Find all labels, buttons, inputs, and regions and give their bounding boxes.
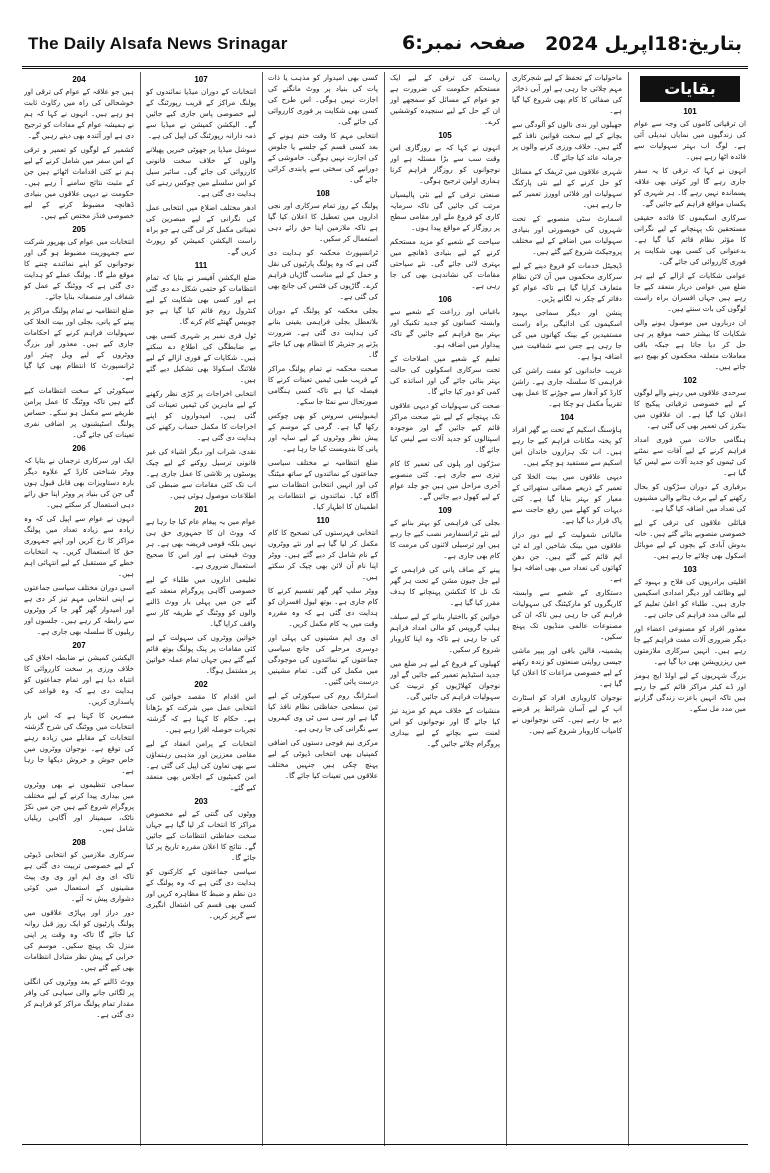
paragraph: مبصرین کا کہنا ہے کہ اس بار انتخابات میں ووٹنگ کی شرح گزشتہ انتخابات کے مقابلے میں زیادہ رہنے کی توقع ہے۔ نوجوان ووٹروں میں خاص جوش و خروش دیکھا جا رہا ہے۔ bbox=[24, 711, 134, 775]
paragraph: عوامی شکایات کے ازالے کے لیے ہر ضلع میں عوامی دربار منعقد کیے جا رہے ہیں جہاں افسران براہ راست لوگوں کی بات سنتے ہیں۔ bbox=[634, 271, 746, 313]
paragraph: سیاحت کے شعبے کو مزید مستحکم کرنے کے لیے بنیادی ڈھانچے میں بہتری لائی جائے گی۔ نئے سیاحتی مقامات کی نشاندہی بھی کی جا رہی ہے۔ bbox=[390, 237, 500, 290]
paragraph: ہیں جو علاقہ کے عوام کی ترقی اور خوشحالی کی راہ میں رکاوٹ ثابت ہو رہے ہیں۔ انہوں نے کہا کہ ہم نے ہمیشہ عوام کے مفادات کو ترجیح دی ہے اور آئندہ بھی دیتے رہیں گے۔ bbox=[24, 87, 134, 140]
paragraph: انتخابی فہرستوں کی تصحیح کا کام مکمل کر لیا گیا ہے اور نئے ووٹروں کے نام شامل کر دیے گئے ہیں۔ ووٹر اپنا نام آن لائن بھی چیک کر سکتے ہیں۔ bbox=[268, 528, 378, 581]
paragraph: پنشن اور دیگر سماجی بہبود اسکیموں کی ادائیگی براہ راست مستفیدین کے بینک کھاتوں میں کی جا رہی ہے جس سے شفافیت میں اضافہ ہوا ہے۔ bbox=[512, 308, 622, 361]
section-heading: بقایات bbox=[640, 76, 740, 102]
section-number: 105 bbox=[438, 131, 452, 140]
section-number: 207 bbox=[72, 641, 86, 650]
paragraph: کسی بھی امیدوار کو مذہب یا ذات پات کی بنیاد پر ووٹ مانگنے کی اجازت نہیں ہوگی۔ اس طرح کی کسی بھی شکایت پر فوری کارروائی کی جائے گی۔ bbox=[268, 73, 378, 126]
section-number: 109 bbox=[438, 506, 452, 515]
paragraph: اقلیتی برادریوں کی فلاح و بہبود کے لیے وظائف اور دیگر امدادی اسکیمیں جاری ہیں۔ طلباء کو اعلیٰ تعلیم کے لیے مالی مدد فراہم کی جاتی ہے۔ bbox=[634, 577, 746, 619]
paragraph: قبائلی علاقوں کی ترقی کے لیے خصوصی منصوبے بنائے گئے ہیں۔ خانہ بدوش آبادی کے بچوں کے لیے موبائل اسکول بھی چلائے جا رہے ہیں۔ bbox=[634, 518, 746, 560]
column-3 bbox=[268, 72, 378, 1146]
paragraph: دستکاری کے شعبے سے وابستہ کاریگروں کو مارکیٹنگ کی سہولیات فراہم کی جا رہی ہیں تاکہ ان کی مصنوعات عالمی منڈیوں تک پہنچ سکیں۔ bbox=[512, 588, 622, 641]
article-columns bbox=[22, 72, 748, 1146]
paragraph: انتخابات کے دوران میڈیا نمائندوں کو پولنگ مراکز کے قریب رپورٹنگ کے لیے خصوصی پاس جاری کیے جائیں گے۔ الیکشن کمیشن نے میڈیا سے ذمہ دارانہ رپورٹنگ کی اپیل کی ہے۔ bbox=[146, 87, 256, 140]
paragraph: منشیات کے خلاف مہم کو مزید تیز کیا جائے گا اور نوجوانوں کو اس لعنت سے بچانے کے لیے بیداری پروگرام چلائے جائیں گے۔ bbox=[390, 706, 500, 748]
paragraph: ضلع انتظامیہ نے مختلف سیاسی جماعتوں کے نمائندوں کے ساتھ میٹنگ کی اور انہیں انتخابی انتظامات سے آگاہ کیا۔ نمائندوں نے انتظامات پر اطمینان کا اظہار کیا۔ bbox=[268, 458, 378, 511]
column-5 bbox=[512, 72, 622, 1146]
section-number: 203 bbox=[194, 797, 208, 806]
paragraph: نقدی، شراب اور دیگر اشیاء کی غیر قانونی ترسیل روکنے کے لیے چیک پوسٹوں پر تلاشی کا عمل جاری ہے۔ اب تک کئی مقامات سے ضبطی کی اطلاعات موصول ہوئی ہیں۔ bbox=[146, 447, 256, 500]
paragraph: معذور افراد کو مصنوعی اعضاء اور دیگر ضروری آلات مفت فراہم کیے جا رہے ہیں۔ انہیں سرکاری ملازمتوں میں ریزرویشن بھی دیا گیا ہے۔ bbox=[634, 624, 746, 666]
paragraph: بزرگ شہریوں کے لیے اولڈ ایج ہومز اور ڈے کیئر مراکز قائم کیے جا رہے ہیں تاکہ انہیں باعزت زندگی گزارنے میں مدد مل سکے۔ bbox=[634, 671, 746, 713]
paragraph: خواتین کو بااختیار بنانے کے لیے سیلف ہیلپ گروپس کو مالی امداد فراہم کی جا رہی ہے تاکہ وہ اپنا کاروبار شروع کر سکیں۔ bbox=[390, 612, 500, 654]
paragraph: صحت کی سہولیات کو دیہی علاقوں تک پہنچانے کے لیے نئے صحت مراکز قائم کیے جائیں گے اور موجودہ اسپتالوں کو جدید آلات سے لیس کیا جائے گا۔ bbox=[390, 401, 500, 454]
paragraph: انتخابات میں عوام کی بھرپور شرکت سے جمہوریت مضبوط ہو گی اور نوجوانوں کو اپنے نمائندے چننے کا موقع ملے گا۔ پولنگ عملے کو ہدایت دی گئی ہے کہ ووٹنگ کے عمل کو شفاف اور منصفانہ بنایا جائے۔ bbox=[24, 237, 134, 301]
paragraph: پینے کے صاف پانی کی فراہمی کے لیے جل جیون مشن کے تحت ہر گھر تک نل کا کنکشن پہنچانے کا ہدف مقرر کیا گیا ہے۔ bbox=[390, 565, 500, 607]
paragraph: ووٹر سلپ گھر گھر تقسیم کرنے کا کام جاری ہے۔ بوتھ لیول افسران کو ہدایت دی گئی ہے کہ وہ مقررہ وقت میں یہ کام مکمل کریں۔ bbox=[268, 586, 378, 628]
newspaper-page bbox=[22, 28, 748, 1146]
section-number: 106 bbox=[438, 295, 452, 304]
paragraph: کھیلوں کے فروغ کے لیے ہر ضلع میں جدید اسٹیڈیم تعمیر کیے جائیں گے اور نوجوان کھلاڑیوں کو تربیت کی سہولیات فراہم کی جائیں گی۔ bbox=[390, 659, 500, 701]
paragraph: نوجوان کاروباری افراد کو اسٹارٹ اپ کے لیے آسان شرائط پر قرضے دیے جا رہے ہیں۔ کئی نوجوانوں نے کامیاب کاروبار شروع کیے ہیں۔ bbox=[512, 693, 622, 735]
column-divider bbox=[506, 72, 507, 1146]
paragraph: سڑکوں اور پلوں کی تعمیر کا کام تیزی سے جاری ہے۔ کئی منصوبے آخری مراحل میں ہیں جو جلد عوام کے لیے کھول دیے جائیں گے۔ bbox=[390, 459, 500, 501]
section-number: 201 bbox=[194, 505, 208, 514]
paragraph: مالیاتی شمولیت کے لیے دور دراز علاقوں میں بینک شاخیں اور اے ٹی ایم قائم کیے گئے ہیں۔ جن دھن کھاتوں کی تعداد میں بھی اضافہ ہوا ہے۔ bbox=[512, 530, 622, 583]
column-divider bbox=[140, 72, 141, 1146]
column-1 bbox=[24, 72, 134, 1146]
section-number: 204 bbox=[72, 75, 86, 84]
paragraph: ووٹ ڈالنے کے بعد ووٹروں کی انگلی پر لگائی جانے والی سیاہی کی وافر مقدار تمام پولنگ مراکز کو فراہم کر دی گئی ہے۔ bbox=[24, 977, 134, 1019]
paragraph: باغبانی اور زراعت کے شعبے سے وابستہ کسانوں کو جدید تکنیک اور بہتر بیج فراہم کیے جائیں گے تاکہ پیداوار میں اضافہ ہو۔ bbox=[390, 307, 500, 349]
paragraph: ٹول فری نمبر پر شہری کسی بھی بے ضابطگی کی اطلاع دے سکتے ہیں۔ شکایات کے فوری ازالے کے لیے فلائنگ اسکواڈ بھی تشکیل دیے گئے ہیں۔ bbox=[146, 331, 256, 384]
paragraph: پولنگ کے روز تمام سرکاری اور نجی اداروں میں تعطیل کا اعلان کیا گیا ہے تاکہ ملازمین اپنا حق رائے دہی استعمال کر سکیں۔ bbox=[268, 201, 378, 243]
paragraph: سماجی تنظیموں نے بھی ووٹروں میں بیداری پیدا کرنے کے لیے مختلف پروگرام شروع کیے ہیں جن میں نکڑ ناٹک، سیمینار اور آگاہی ریلیاں شامل ہیں۔ bbox=[24, 780, 134, 833]
paragraph: بجلی کی فراہمی کو بہتر بنانے کے لیے نئے ٹرانسفارمر نصب کیے جا رہے ہیں اور ترسیلی لائنوں کی مرمت کا کام بھی جاری ہے۔ bbox=[390, 518, 500, 560]
section-number: 102 bbox=[683, 376, 697, 385]
newspaper-title: The Daily Alsafa News Srinagar bbox=[28, 34, 288, 53]
paragraph: انتخابی مہم کا وقت ختم ہونے کے بعد کسی قسم کے جلسے یا جلوس کی اجازت نہیں ہوگی۔ خاموشی کے دورانیے کی سختی سے پابندی کرائی جائے گی۔ bbox=[268, 131, 378, 184]
paragraph: صحت محکمہ نے تمام پولنگ مراکز کے قریب طبی ٹیمیں تعینات کرنے کا فیصلہ کیا ہے تاکہ کسی ہنگامی صورتحال سے نمٹا جا سکے۔ bbox=[268, 364, 378, 406]
paragraph: ایک اور سرکاری ترجمان نے بتایا کہ ووٹر شناختی کارڈ کے علاوہ دیگر بارہ دستاویزات بھی قابل قبول ہوں گی جن کی بنیاد پر ووٹر اپنا حق رائے دہی استعمال کر سکتے ہیں۔ bbox=[24, 456, 134, 509]
paragraph: بجلی محکمہ کو پولنگ کے دوران بلاتعطل بجلی فراہمی یقینی بنانے کی ہدایت دی گئی ہے۔ ضرورت پڑنے پر جنریٹر کا انتظام بھی کیا جائے گا۔ bbox=[268, 306, 378, 359]
column-2 bbox=[146, 72, 256, 1146]
paragraph: خواتین ووٹروں کی سہولت کے لیے کئی مقامات پر پنک پولنگ بوتھ قائم کیے گئے ہیں جہاں تمام عملہ خواتین پر مشتمل ہوگا۔ bbox=[146, 633, 256, 675]
paragraph: ان درباروں میں موصول ہونے والی شکایات کا بیشتر حصہ موقع پر ہی حل کر دیا جاتا ہے جبکہ باقی معاملات متعلقہ محکموں کو بھیج دیے جاتے ہیں۔ bbox=[634, 318, 746, 371]
paragraph: غریب خاندانوں کو مفت راشن کی فراہمی کا سلسلہ جاری ہے۔ راشن کارڈ کو آدھار سے جوڑنے کا عمل بھی تقریباً مکمل ہو چکا ہے۔ bbox=[512, 366, 622, 408]
section-number: 104 bbox=[560, 413, 574, 422]
paragraph: اسٹرانگ روم کی سیکورٹی کے لیے تین سطحی حفاظتی نظام نافذ کیا گیا ہے اور سی سی ٹی وی کیمروں سے نگرانی کی جا رہی ہے۔ bbox=[268, 691, 378, 733]
paragraph: جھیلوں اور ندی نالوں کو آلودگی سے بچانے کے لیے سخت قوانین نافذ کیے گئے ہیں۔ خلاف ورزی کرنے والوں پر جرمانہ عائد کیا جائے گا۔ bbox=[512, 120, 622, 162]
paragraph: ماحولیات کے تحفظ کے لیے شجرکاری مہم چلائی جا رہی ہے اور آبی ذخائر کی صفائی کا کام بھی شروع کیا گیا ہے۔ bbox=[512, 73, 622, 115]
paragraph: الیکشن کمیشن نے ضابطہ اخلاق کی خلاف ورزی پر سخت کارروائی کا انتباہ دیا ہے اور تمام جماعتوں کو ہدایت دی ہے کہ وہ قواعد کی پاسداری کریں۔ bbox=[24, 653, 134, 706]
paragraph: سرحدی علاقوں میں رہنے والے لوگوں کے لیے خصوصی ترقیاتی پیکیج کا اعلان کیا گیا ہے۔ ان علاقوں میں بنکرز کی تعمیر بھی کی گئی ہے۔ bbox=[634, 388, 746, 430]
paragraph: سوشل میڈیا پر جھوٹی خبریں پھیلانے والوں کے خلاف سخت قانونی کارروائی کی جائے گی۔ سائبر سیل کو اس سلسلے میں چوکس رہنے کی ہدایت دی گئی ہے۔ bbox=[146, 145, 256, 198]
section-number: 206 bbox=[72, 444, 86, 453]
section-number: 108 bbox=[316, 189, 330, 198]
paragraph: انہوں نے کہا کہ بے روزگاری اس وقت سب سے بڑا مسئلہ ہے اور نوجوانوں کو روزگار فراہم کرنا ہماری اولین ترجیح ہوگی۔ bbox=[390, 143, 500, 185]
section-number: 101 bbox=[683, 107, 697, 116]
paragraph: سیاسی جماعتوں کے کارکنوں کو ہدایت دی گئی ہے کہ وہ پولنگ کے دن نظم و ضبط کا مظاہرہ کریں اور کسی بھی قسم کی اشتعال انگیزی سے گریز کریں۔ bbox=[146, 867, 256, 920]
paragraph: اسمارٹ سٹی منصوبے کے تحت شہروں کی خوبصورتی اور بنیادی سہولیات میں اضافے کے لیے مختلف پروجیکٹ شروع کیے گئے ہیں۔ bbox=[512, 214, 622, 256]
paragraph: ای وی ایم مشینوں کی پہلی اور دوسری مرحلے کی جانچ سیاسی جماعتوں کے نمائندوں کی موجودگی میں مکمل کی گئی۔ تمام مشینیں درست پائی گئیں۔ bbox=[268, 633, 378, 686]
paragraph: ان ترقیاتی کاموں کی وجہ سے عوام کی زندگیوں میں نمایاں تبدیلی آئی ہے۔ لوگ اب بہتر سہولیات سے فائدہ اٹھا رہے ہیں۔ bbox=[634, 119, 746, 161]
paragraph: ایمبولینس سروس کو بھی چوکس رکھا گیا ہے۔ گرمی کے موسم کے پیش نظر ووٹروں کے لیے سایہ اور پانی کا بندوبست کیا جا رہا ہے۔ bbox=[268, 411, 378, 453]
paragraph: انہوں نے عوام سے اپیل کی کہ وہ زیادہ سے زیادہ تعداد میں پولنگ مراکز کا رخ کریں اور اپنے جمہوری حق کا استعمال کریں۔ یہ انتخابات خطے کے مستقبل کے لیے انتہائی اہم ہیں۔ bbox=[24, 514, 134, 578]
column-4 bbox=[390, 72, 500, 1146]
section-number: 107 bbox=[194, 75, 208, 84]
section-number: 202 bbox=[194, 680, 208, 689]
paragraph: انہوں نے کہا کہ ترقی کا یہ سفر جاری رہے گا اور کوئی بھی علاقہ پسماندہ نہیں رہے گا۔ ہر شہری کو یکساں مواقع فراہم کیے جائیں گے۔ bbox=[634, 166, 746, 208]
paragraph: انتخابی اخراجات پر کڑی نظر رکھنے کے لیے ماہرین کی ٹیمیں تعینات کی گئی ہیں۔ امیدواروں کو اپنے اخراجات کا مکمل حساب رکھنے کی ہدایت دی گئی ہے۔ bbox=[146, 389, 256, 442]
paragraph: ادھر مختلف اضلاع میں انتخابی عمل کی نگرانی کے لیے مبصرین کی تعیناتی مکمل کر لی گئی ہے جو براہ راست الیکشن کمیشن کو رپورٹ کریں گے۔ bbox=[146, 203, 256, 256]
column-divider bbox=[628, 72, 629, 1146]
column-6 bbox=[634, 72, 746, 1146]
masthead bbox=[22, 28, 748, 69]
paragraph: اس اقدام کا مقصد خواتین کی انتخابی عمل میں شرکت کو بڑھانا ہے۔ حکام کا کہنا ہے کہ گزشتہ تجربات حوصلہ افزا رہے ہیں۔ bbox=[146, 692, 256, 734]
paragraph: ہاؤسنگ اسکیم کے تحت بے گھر افراد کو پختہ مکانات فراہم کیے جا رہے ہیں۔ اب تک ہزاروں خاندان اس اسکیم سے مستفید ہو چکے ہیں۔ bbox=[512, 425, 622, 467]
paragraph: ہنگامی حالات میں فوری امداد فراہم کرنے کے لیے آفات سے نمٹنے کی ٹیموں کو جدید آلات سے لیس کیا گیا ہے۔ bbox=[634, 435, 746, 477]
paragraph: سرکاری ملازمین کو انتخابی ڈیوٹی کے لیے خصوصی تربیت دی گئی ہے تاکہ ای وی ایم اور وی وی پیٹ مشینوں کے استعمال میں کوئی دشواری پیش نہ آئے۔ bbox=[24, 850, 134, 903]
paragraph: اسی دوران مختلف سیاسی جماعتوں نے اپنی انتخابی مہم تیز کر دی ہے اور امیدوار گھر گھر جا کر ووٹروں سے رابطہ کر رہے ہیں۔ جلسوں اور ریلیوں کا سلسلہ بھی جاری ہے۔ bbox=[24, 583, 134, 636]
paragraph: کشمیر کے لوگوں کو تعمیر و ترقی کے اس سفر میں شامل کرنے کے لیے ہم نے کئی اقدامات اٹھائے ہیں جن کے مثبت نتائج سامنے آ رہے ہیں۔ حکومت نے دیہی علاقوں میں بنیادی ڈھانچہ مضبوط کرنے کے لیے خصوصی فنڈز مختص کیے ہیں۔ bbox=[24, 145, 134, 220]
paragraph: سیکورٹی کے سخت انتظامات کیے گئے ہیں تاکہ ووٹنگ کا عمل پرامن طریقے سے مکمل ہو سکے۔ حساس پولنگ اسٹیشنوں پر اضافی نفری تعینات کی جائے گی۔ bbox=[24, 386, 134, 439]
paragraph: انتخابات کے پرامن انعقاد کے لیے مقامی معززین اور مذہبی رہنماؤں سے بھی تعاون کی اپیل کی گئی ہے۔ امن کمیٹیوں کے اجلاس بھی منعقد کیے گئے۔ bbox=[146, 739, 256, 792]
paragraph: عوام میں یہ پیغام عام کیا جا رہا ہے کہ ووٹ ان کا جمہوری حق ہی نہیں بلکہ قومی فریضہ بھی ہے۔ ہر ووٹ قیمتی ہے اور اس کا صحیح استعمال ضروری ہے۔ bbox=[146, 517, 256, 570]
paragraph: ٹرانسپورٹ محکمہ کو ہدایت دی گئی ہے کہ وہ پولنگ پارٹیوں کی نقل و حمل کے لیے مناسب گاڑیاں فراہم کرے۔ گاڑیوں کی فٹنس کی جانچ بھی کی گئی ہے۔ bbox=[268, 248, 378, 301]
section-number: 103 bbox=[683, 565, 697, 574]
paragraph: صنعتی ترقی کے لیے نئی پالیسیاں مرتب کی جائیں گی تاکہ سرمایہ کاری کو فروغ ملے اور مقامی سطح پر روزگار کے مواقع پیدا ہوں۔ bbox=[390, 190, 500, 232]
paragraph: شہری علاقوں میں ٹریفک کے مسائل کو حل کرنے کے لیے نئی پارکنگ سہولیات اور فلائی اوورز تعمیر کیے جا رہے ہیں۔ bbox=[512, 167, 622, 209]
section-number: 205 bbox=[72, 225, 86, 234]
paragraph: تعلیم کے شعبے میں اصلاحات کے تحت سرکاری اسکولوں کی حالت بہتر بنائی جائے گی اور اساتذہ کی کمی کو دور کیا جائے گا۔ bbox=[390, 354, 500, 396]
paragraph: ضلع انتظامیہ نے تمام پولنگ مراکز پر پینے کے پانی، بجلی اور بیت الخلا کی سہولیات فراہم کرنے کے احکامات جاری کیے ہیں۔ معذور اور بزرگ ووٹروں کے لیے ویل چیئر اور ٹرانسپورٹ کا انتظام بھی کیا گیا ہے۔ bbox=[24, 306, 134, 381]
paragraph: ریاست کی ترقی کے لیے ایک مستحکم حکومت کی ضرورت ہے جو عوام کے مسائل کو سمجھے اور ان کے حل کے لیے سنجیدہ کوششیں کرے۔ bbox=[390, 73, 500, 126]
section-number: 208 bbox=[72, 838, 86, 847]
column-divider bbox=[262, 72, 263, 1146]
section-number: 111 bbox=[194, 261, 208, 270]
paragraph: ڈیجیٹل خدمات کو فروغ دینے کے لیے سرکاری محکموں میں آن لائن نظام متعارف کرایا گیا ہے تاکہ عوام کو دفاتر کے چکر نہ لگانے پڑیں۔ bbox=[512, 261, 622, 303]
section-number: 110 bbox=[316, 516, 330, 525]
paragraph: مرکزی نیم فوجی دستوں کی اضافی کمپنیاں بھی انتخابی ڈیوٹی کے لیے پہنچ چکی ہیں جنہیں مختلف علاقوں میں تعینات کیا جائے گا۔ bbox=[268, 738, 378, 780]
paragraph: ضلع الیکشن آفیسر نے بتایا کہ تمام انتظامات کو حتمی شکل دے دی گئی ہے اور کسی بھی شکایت کے لیے کنٹرول روم قائم کیا گیا ہے جو چوبیس گھنٹے کام کرے گا۔ bbox=[146, 273, 256, 326]
issue-date: بتاریخ:18اپریل 2024 bbox=[545, 33, 742, 55]
paragraph: سرکاری اسکیموں کا فائدہ حقیقی مستحقین تک پہنچانے کے لیے نگرانی کا مؤثر نظام قائم کیا گیا ہے۔ بدعنوانی کی کسی بھی شکایت پر فوری کارروائی کی جائے گی۔ bbox=[634, 213, 746, 266]
column-divider bbox=[384, 72, 385, 1146]
paragraph: ووٹوں کی گنتی کے لیے مخصوص مراکز کا انتخاب کر لیا گیا ہے جہاں سخت حفاظتی انتظامات کیے جائیں گے۔ نتائج کا اعلان مقررہ تاریخ پر کیا جائے گا۔ bbox=[146, 809, 256, 862]
paragraph: برفباری کے دوران سڑکوں کو بحال رکھنے کے لیے برف ہٹانے والی مشینوں کی تعداد میں اضافہ کیا گیا ہے۔ bbox=[634, 482, 746, 513]
page-number: صفحہ نمبر:6 bbox=[402, 32, 526, 54]
paragraph: تعلیمی اداروں میں طلباء کے لیے خصوصی آگاہی پروگرام منعقد کیے گئے جن میں پہلی بار ووٹ ڈالنے والوں کو ووٹنگ کے طریقہ کار سے واقف کرایا گیا۔ bbox=[146, 575, 256, 628]
paragraph: دیہی علاقوں میں بیت الخلا کی تعمیر کے ذریعے صفائی ستھرائی کے معیار کو بہتر بنایا گیا ہے۔ کئی دیہات کو کھلے میں رفع حاجت سے پاک قرار دیا گیا ہے۔ bbox=[512, 472, 622, 525]
footer-rule bbox=[22, 1144, 748, 1145]
paragraph: دور دراز اور پہاڑی علاقوں میں پولنگ پارٹیوں کو ایک روز قبل روانہ کیا جائے گا تاکہ وہ وقت پر اپنی منزل تک پہنچ سکیں۔ موسم کی خرابی کے پیش نظر متبادل انتظامات بھی کیے گئے ہیں۔ bbox=[24, 908, 134, 972]
paragraph: پشمینہ، قالین بافی اور پیپر ماشی جیسی روایتی صنعتوں کو زندہ رکھنے کے لیے خصوصی مراعات کا اعلان کیا گیا ہے۔ bbox=[512, 646, 622, 688]
